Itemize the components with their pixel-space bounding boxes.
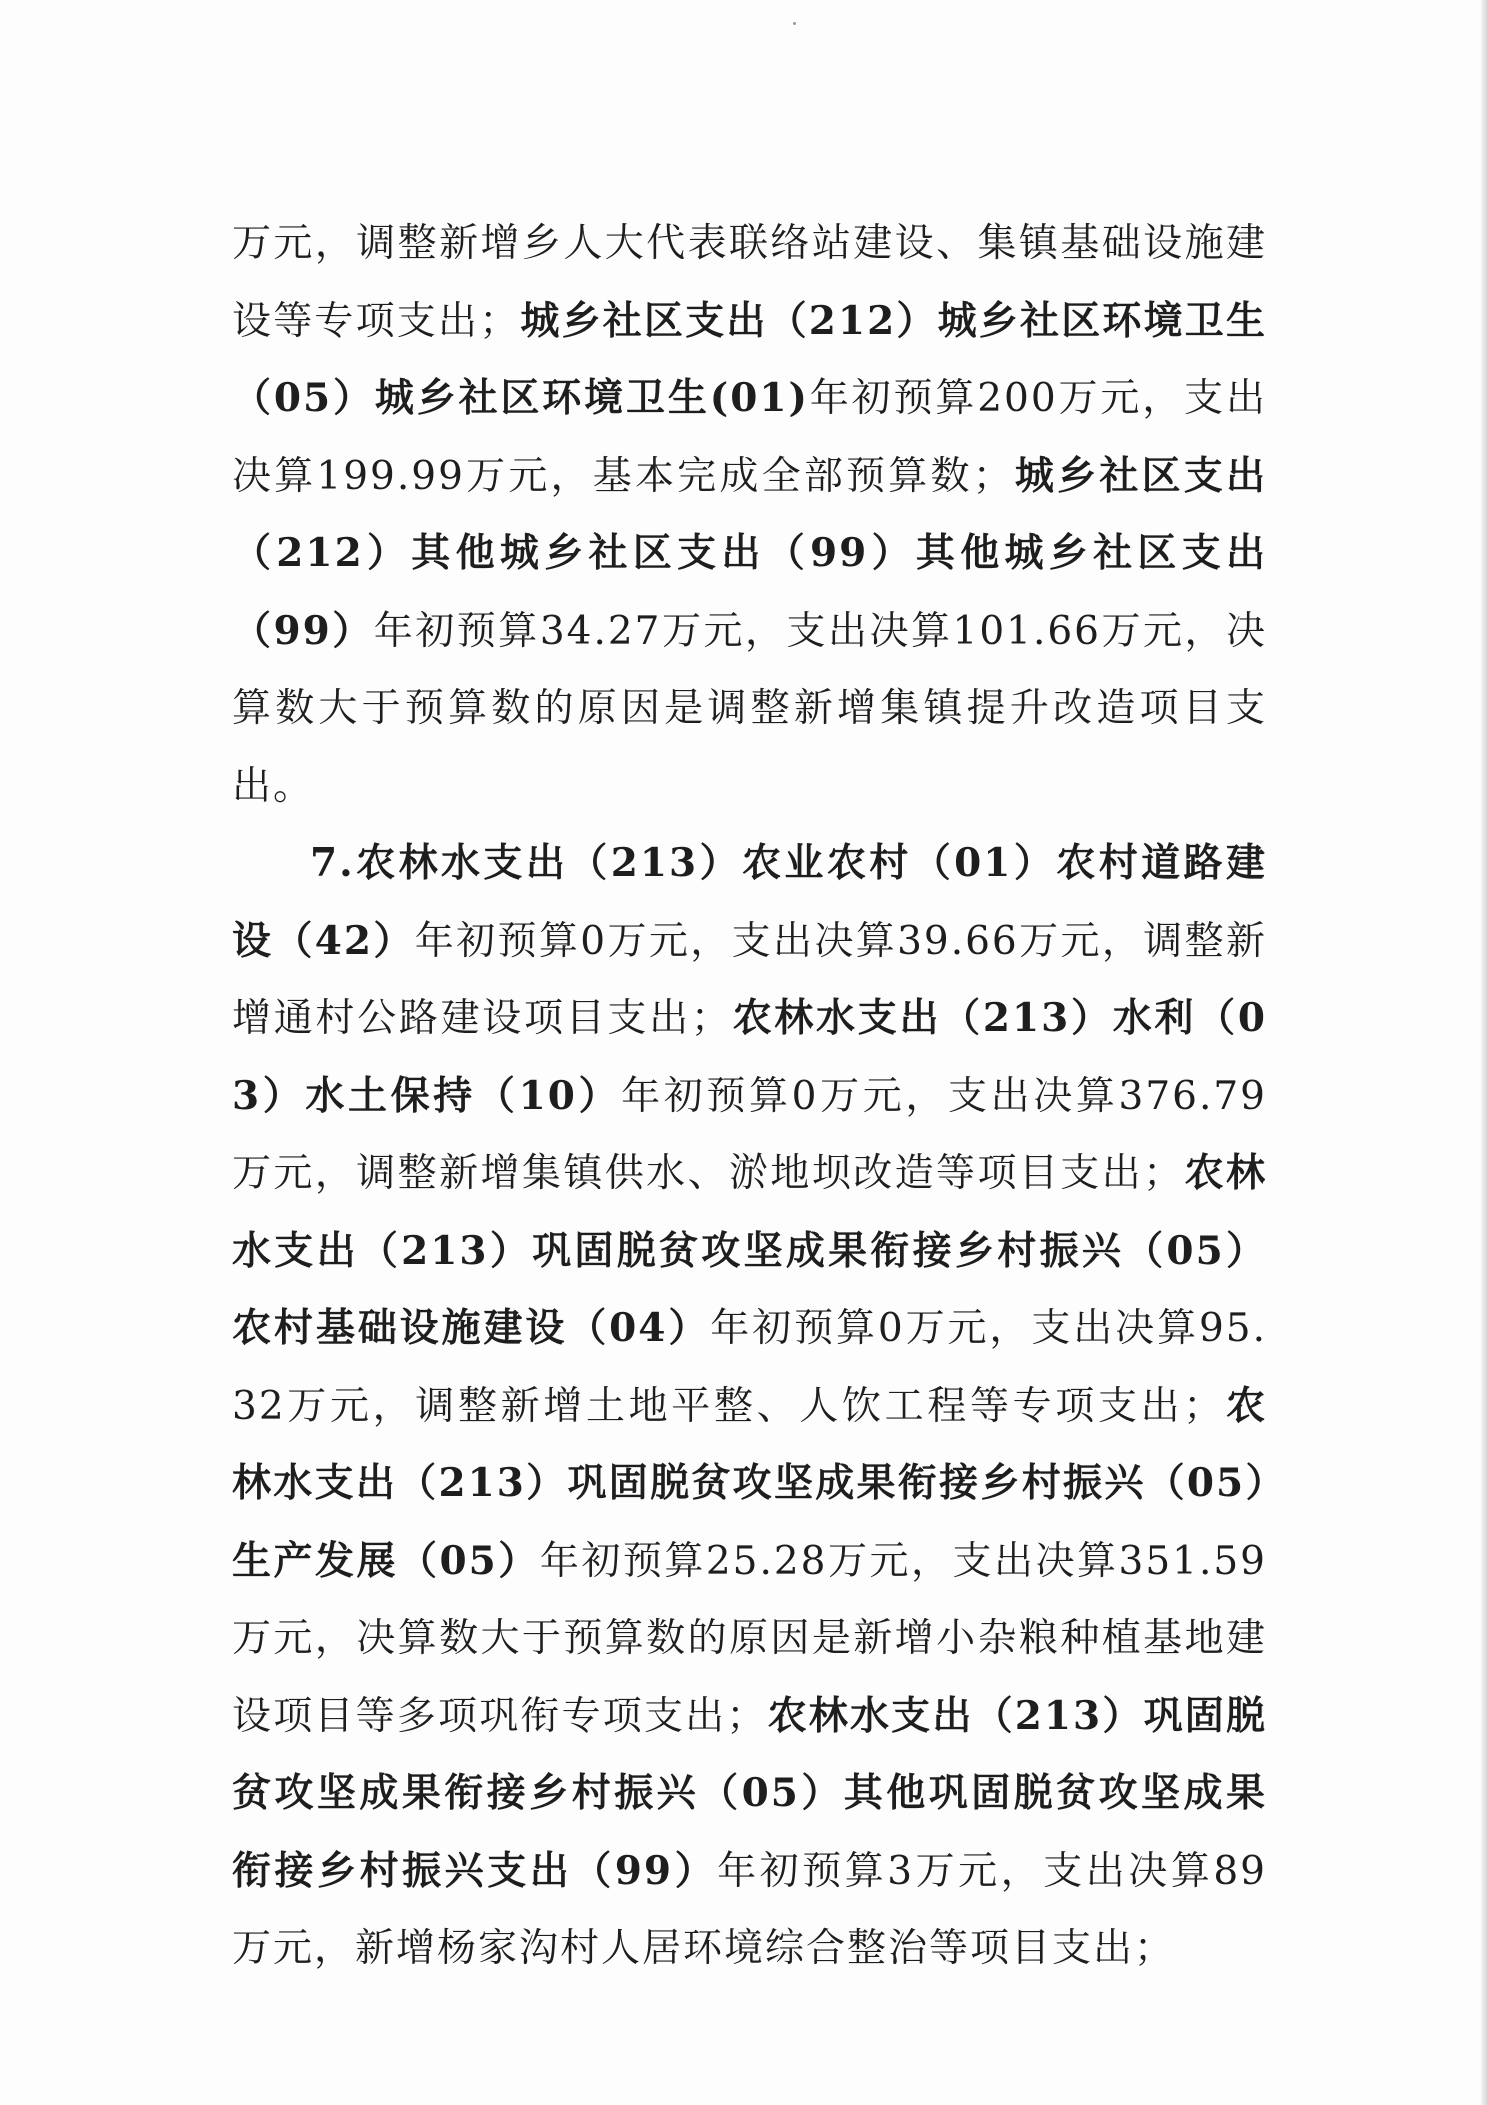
- text-run: 年初预算34.27万元，支出决算101.66万元，决算数大于预算数的原因是调整新增集镇提升改造项目支出。: [232, 608, 1267, 809]
- text-run: 年初预算25.28万元，支出决算351.59万元，决算数大于预算数的原因是新增小杂粮种植基地建设项目等多项巩衔专项支出；: [232, 1538, 1267, 1739]
- text-run: 年初预算200万元，支出决算199.99万元，基本完成全部预算数；: [232, 376, 1267, 499]
- paragraph-urban-community-spending: [232, 205, 1267, 825]
- paragraph-agriculture-forestry-water-spending: [232, 825, 1267, 1988]
- scan-speck: [793, 22, 796, 25]
- text-run: 年初预算3万元，支出决算89万元，新增杨家沟村人居环境综合整治等项目支出；: [232, 1848, 1267, 1971]
- text-run: 年初预算0万元，支出决算376.79万元，调整新增集镇供水、淤地坝改造等项目支出；: [232, 1073, 1267, 1196]
- body-text: [232, 205, 1267, 1988]
- budget-item-heading: 城乡社区支出（212）其他城乡社区支出（99）其他城乡社区支出（99）: [232, 452, 1267, 654]
- budget-item-heading: 农林水支出（213）巩固脱贫攻坚成果衔接乡村振兴（05）其他巩固脱贫攻坚成果衔接乡村振兴支出（99）: [232, 1692, 1267, 1894]
- budget-item-heading: 农林水支出（213）巩固脱贫攻坚成果衔接乡村振兴（05）生产发展（05）: [232, 1382, 1267, 1584]
- text-run: 年初预算0万元，支出决算95.32万元，调整新增土地平整、人饮工程等专项支出；: [232, 1306, 1267, 1429]
- budget-item-heading: 城乡社区支出（212）城乡社区环境卫生（05）城乡社区环境卫生(01): [232, 297, 1267, 421]
- text-run: 万元，调整新增乡人大代表联络站建设、集镇基础设施建设等专项支出；: [232, 221, 1267, 344]
- text-run: 年初预算0万元，支出决算39.66万元，调整新增通村公路建设项目支出；: [232, 918, 1267, 1041]
- budget-item-heading: 农林水支出（213）水利（03）水土保持（10）: [232, 995, 1267, 1119]
- scan-edge-shadow: [1481, 0, 1487, 2105]
- budget-item-heading: 7.农林水支出（213）农业农村（01）农村道路建设（42）: [232, 840, 1267, 964]
- budget-item-heading: 农林水支出（213）巩固脱贫攻坚成果衔接乡村振兴（05）农村基础设施建设（04）: [232, 1150, 1267, 1351]
